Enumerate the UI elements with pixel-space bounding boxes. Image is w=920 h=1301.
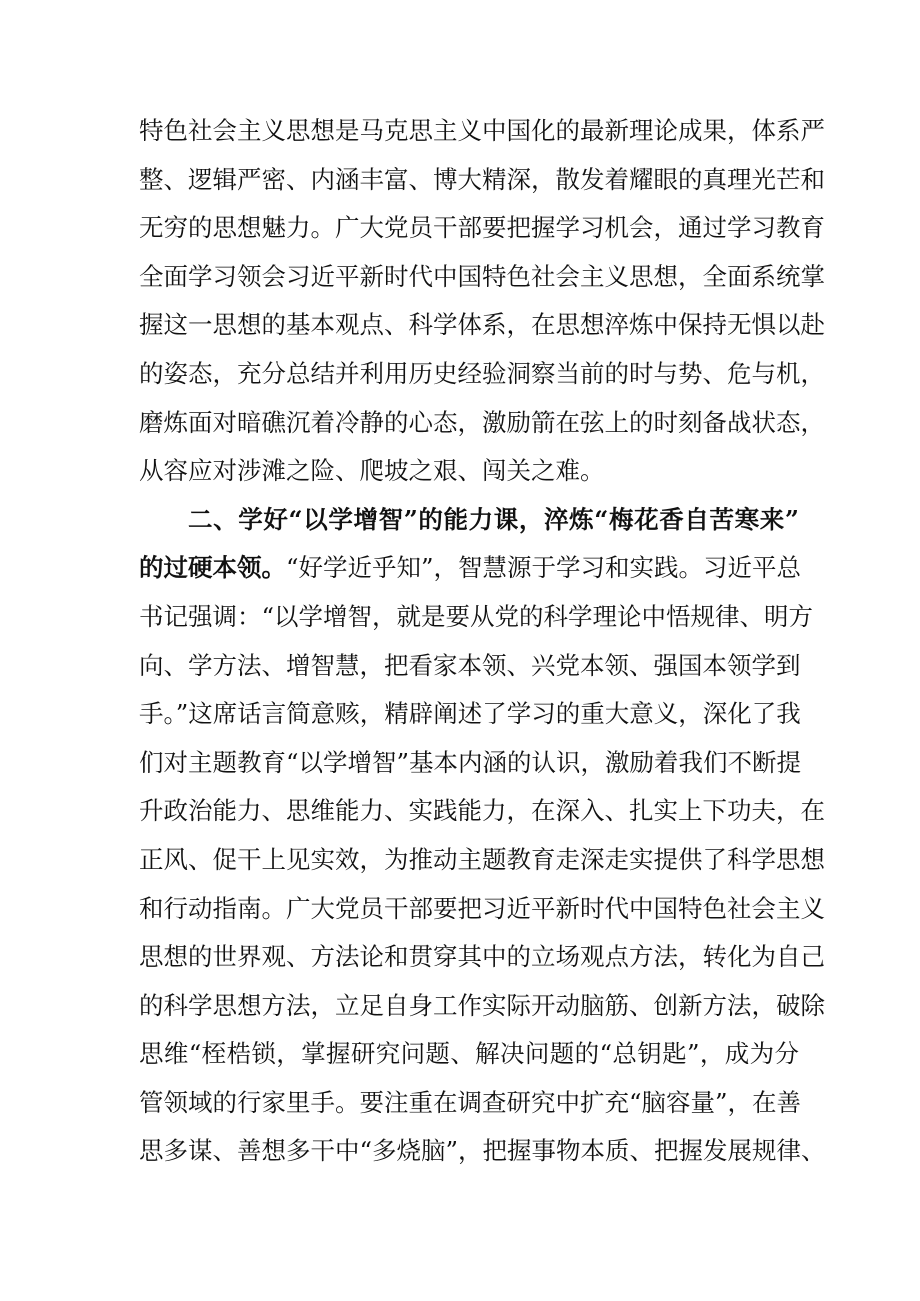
text-line: 思多谋、善想多干中“多烧脑”，把握事物本质、把握发展规律、 (139, 1136, 826, 1166)
text-line: 思维“桎梏锁，掌握研究问题、解决问题的“总钥匙”，成为分 (139, 1039, 799, 1069)
text-line: 管领域的行家里手。要注重在调查研究中扩充“脑容量”，在善 (139, 1087, 802, 1117)
text-line (139, 544, 802, 593)
text-line: 正风、促干上见实效，为推动主题教育走深走实提供了科学思想 (139, 844, 825, 874)
document-body (139, 107, 826, 1176)
text-line: 的科学思想方法，立足自身工作实际开动脑筋、创新方法，破除 (139, 990, 825, 1020)
section-heading: 二、学好“以学增智”的能力课，淬炼“梅花香自苦寒来” (188, 504, 799, 534)
text-line: 升政治能力、思维能力、实践能力，在深入、扎实上下功夫，在 (139, 796, 825, 826)
text-line: 特色社会主义思想是马克思主义中国化的最新理论成果，体系严 (139, 116, 825, 145)
text-line: 从容应对涉滩之险、爬坡之艰、闯关之难。 (139, 456, 605, 486)
text-line: 书记强调：“以学增智，就是要从党的科学理论中悟规律、明方 (139, 601, 814, 631)
text-line: 和行动指南。广大党员干部要把习近平新时代中国特色社会主义 (139, 893, 825, 923)
text-line: 握这一思想的基本观点、科学体系，在思想淬炼中保持无惧以赴 (139, 310, 825, 340)
text-line: 全面学习领会习近平新时代中国特色社会主义思想，全面系统掌 (139, 261, 825, 291)
text-line: 磨炼面对暗礁沉着冷静的心态，激励箭在弦上的时刻备战状态， (139, 407, 825, 437)
text-line: 整、逻辑严密、内涵丰富、博大精深，散发着耀眼的真理光芒和 (139, 164, 825, 194)
text-line: 思想的世界观、方法论和贯穿其中的立场观点方法，转化为自己 (139, 942, 825, 972)
text-line: 无穷的思想魅力。广大党员干部要把握学习机会，通过学习教育 (139, 213, 825, 243)
text-line: 们对主题教育“以学增智”基本内涵的认识，激励着我们不断提 (139, 747, 802, 777)
text-line: 手。”这席话言简意赅，精辟阐述了学习的重大意义，深化了我 (139, 699, 801, 729)
section-heading-end: 的过硬本领。 (139, 553, 286, 583)
text-run: “好学近乎知”，智慧源于学习和实践。习近平总 (286, 553, 802, 583)
text-line: 的姿态，充分总结并利用历史经验洞察当前的时与势、危与机， (139, 358, 825, 388)
text-line: 向、学方法、增智慧，把看家本领、兴党本领、强国本领学到 (139, 650, 801, 680)
